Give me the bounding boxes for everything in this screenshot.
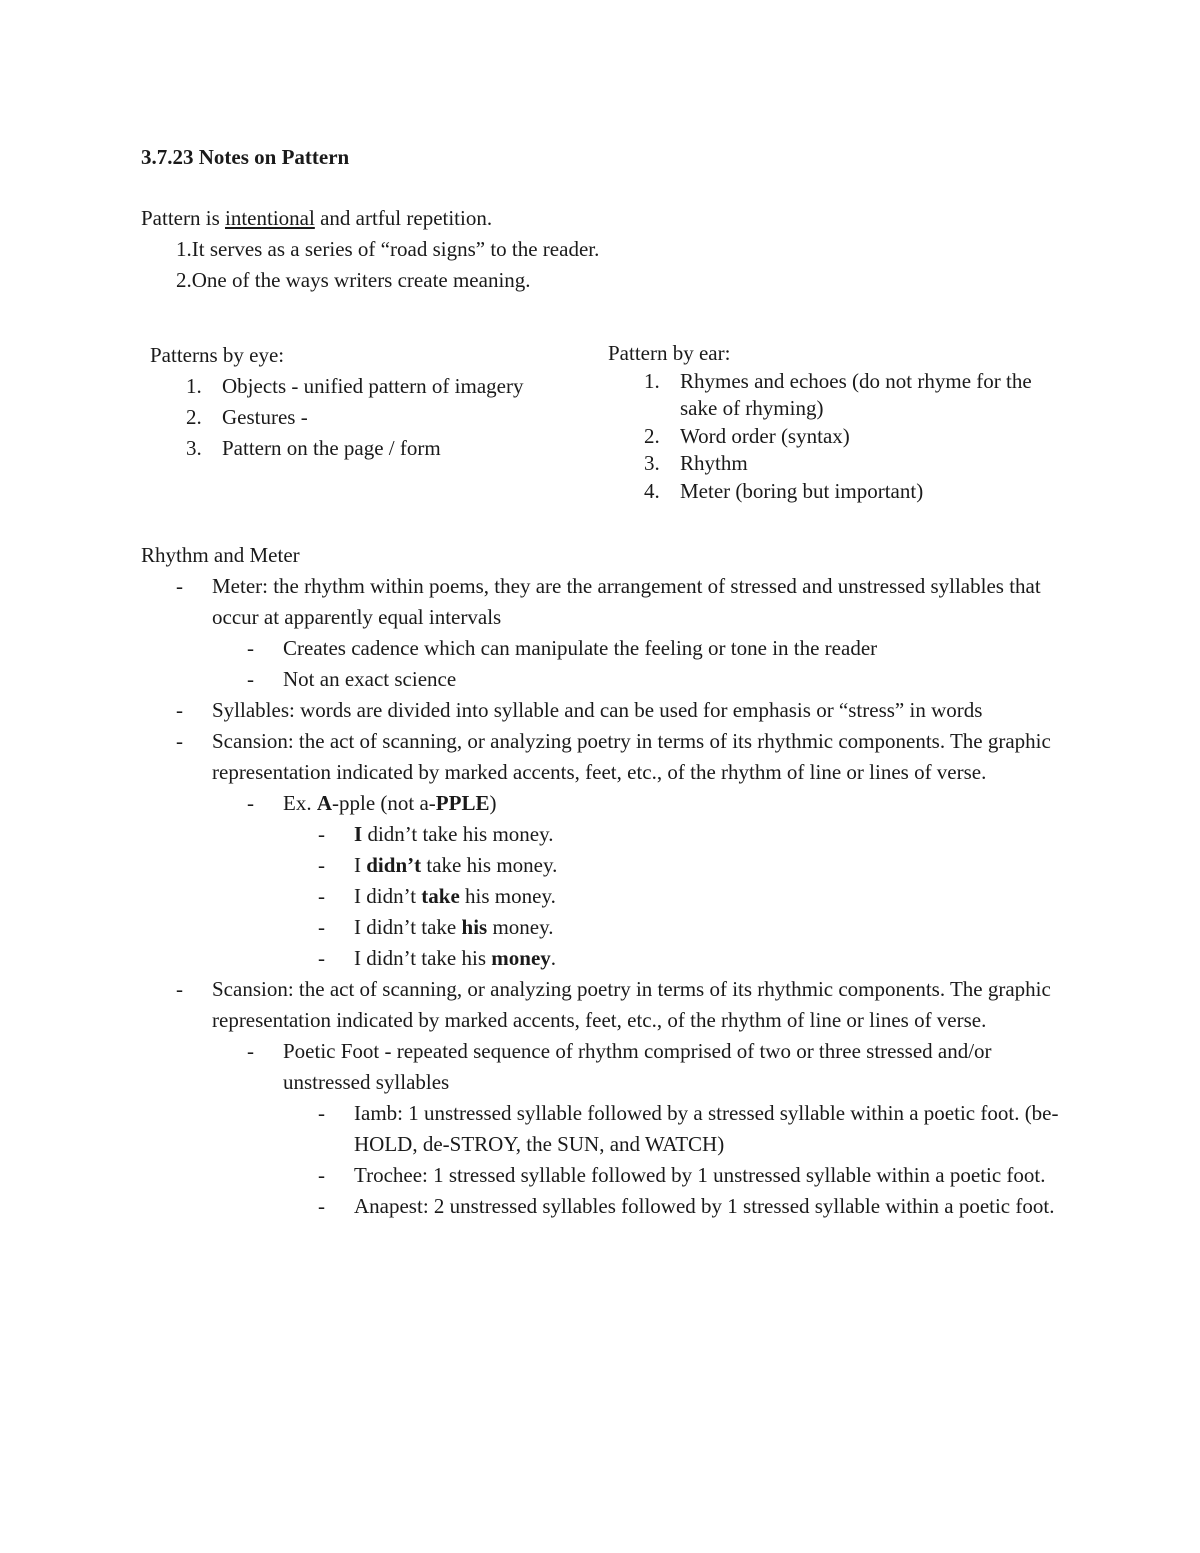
example-stress: PPLE [435,791,490,815]
sentence-part: I didn’t take [354,915,462,939]
ear-item-number: 1. [644,368,660,393]
sentence-stress: didn’t [366,853,422,877]
eye-item-number: 1. [186,374,202,398]
eye-item-text: Pattern on the page / form [222,436,441,460]
intro-item-text: One of the ways writers create meaning. [191,268,531,292]
ear-item-number: 4. [644,478,660,503]
intro-section [141,203,599,296]
bullet-dash: - [176,977,183,1001]
bullet-dash: - [176,574,183,598]
intro-post: and artful repetition. [314,206,493,230]
example-part: Ex. [283,791,317,815]
bullet-item [141,974,1061,1036]
cadence-text: Creates cadence which can manipulate the feeling or tone in the reader [283,636,878,660]
bullet-item [141,633,1061,664]
bullet-dash: - [318,1101,325,1125]
patterns-by-eye [150,340,590,464]
sentence-part: his money. [459,884,556,908]
bullet-dash: - [176,698,183,722]
sentence-part: I didn’t [354,884,422,908]
ear-item-number: 2. [644,423,660,448]
eye-item-text: Gestures - [222,405,308,429]
sentence-stress: money [491,946,551,970]
eye-item-number: 2. [186,405,202,429]
ear-item [608,478,1053,506]
trochee-text: Trochee: 1 stressed syllable followed by 1 unstressed syllable within a poetic foot. [354,1163,1046,1187]
sentence-stress: take [421,884,460,908]
bullet-item [141,1191,1061,1222]
intro-item [141,265,599,296]
ear-item-text: Rhythm [680,451,748,475]
eye-item [150,433,590,464]
bullet-item [141,881,1061,912]
intro-item-number: 2. [176,268,192,292]
bullet-dash: - [318,946,325,970]
ear-heading: Pattern by ear: [608,341,731,365]
patterns-by-ear [608,340,1053,505]
bullet-item [141,695,1061,726]
intro-pre: Pattern is [141,206,225,230]
scansion-text: Scansion: the act of scanning, or analyzing poetry in terms of its rhythmic components. The graphic representation indicated by marked accents, feet, etc., of the rhythm of line or lines of verse. [212,977,1051,1032]
bullet-item [141,1036,1061,1098]
sentence-part: take his money. [421,853,558,877]
ear-item [608,368,1053,423]
sentence-stress: I [354,822,363,846]
bullet-dash: - [318,1163,325,1187]
bullet-dash: - [318,853,325,877]
eye-item-number: 3. [186,436,202,460]
bullet-dash: - [247,636,254,660]
stress-sentence [354,819,1061,850]
scansion-text: Scansion: the act of scanning, or analyzing poetry in terms of its rhythmic components. The graphic representation indicated by marked accents, feet, etc., of the rhythm of line or lines of verse. [212,729,1051,784]
bullet-dash: - [176,729,183,753]
document-title: 3.7.23 Notes on Pattern [141,145,350,169]
rhythm-heading: Rhythm and Meter [141,543,300,567]
anapest-text: Anapest: 2 unstressed syllables followed by 1 stressed syllable within a poetic foot. [354,1194,1055,1218]
ear-item-text: Rhymes and echoes (do not rhyme for the sake of rhyming) [680,368,1032,420]
stress-sentence [354,881,1061,912]
eye-item [150,402,590,433]
ear-item [608,423,1053,451]
bullet-dash: - [318,822,325,846]
sentence-stress: his [461,915,488,939]
bullet-item [141,726,1061,788]
syllables-text: Syllables: words are divided into syllable and can be used for emphasis or “stress” in words [212,698,983,722]
bullet-dash: - [247,1039,254,1063]
bullet-dash: - [247,667,254,691]
bullet-item [141,912,1061,943]
bullet-item [141,943,1061,974]
bullet-dash: - [318,1194,325,1218]
stress-sentence [354,850,1061,881]
intro-item [141,234,599,265]
ear-item-number: 3. [644,451,660,475]
bullet-item [141,788,1061,819]
sentence-part: . [550,946,557,970]
stress-sentence [354,912,1061,943]
intro-item-number: 1. [176,237,192,261]
ear-item-text: Word order (syntax) [680,423,850,448]
ear-item [608,450,1053,478]
bullet-item [141,1160,1061,1191]
not-exact-text: Not an exact science [283,667,457,691]
bullet-dash: - [318,884,325,908]
sentence-part: I didn’t take his [354,946,492,970]
intro-sentence [141,203,599,234]
intro-item-text: It serves as a series of “road signs” to the reader. [191,237,600,261]
example-part: -pple (not a- [332,791,436,815]
sentence-part: I [354,853,367,877]
eye-item [150,371,590,402]
sentence-part: money. [487,915,554,939]
bullet-item [141,664,1061,695]
bullet-item [141,850,1061,881]
poetic-foot-text: Poetic Foot - repeated sequence of rhythm comprised of two or three stressed and/or unstressed syllables [283,1039,992,1094]
ear-item-text: Meter (boring but important) [680,478,924,503]
example-text [283,788,1061,819]
stress-sentence [354,943,1061,974]
bullet-dash: - [247,791,254,815]
eye-heading: Patterns by eye: [150,343,285,367]
bullet-item [141,1098,1061,1160]
eye-item-text: Objects - unified pattern of imagery [222,374,524,398]
sentence-part: didn’t take his money. [362,822,554,846]
bullet-dash: - [318,915,325,939]
intro-underlined: intentional [225,206,315,230]
bullet-item [141,571,1061,633]
bullet-item [141,819,1061,850]
rhythm-and-meter-section [141,540,1061,1222]
iamb-text: Iamb: 1 unstressed syllable followed by a stressed syllable within a poetic foot. (be-HOLD, de-STROY, the SUN, and WATCH) [354,1101,1059,1156]
example-part: ) [489,791,497,815]
example-stress: A [316,791,332,815]
meter-text: Meter: the rhythm within poems, they are the arrangement of stressed and unstressed syllables that occur at apparently equal intervals [212,574,1041,629]
